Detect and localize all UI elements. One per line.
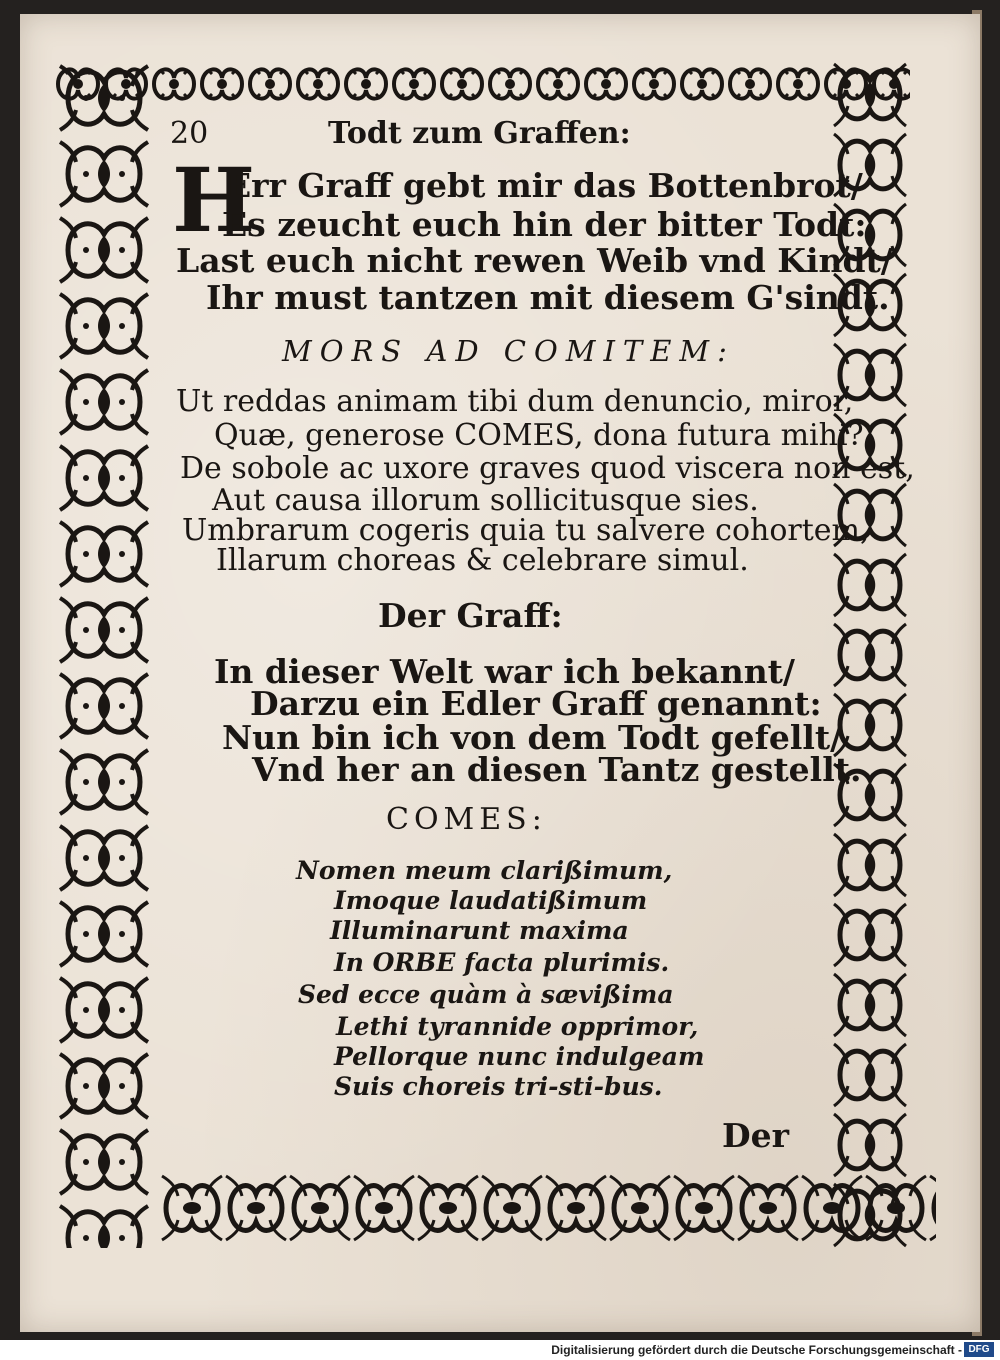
section-heading: MORS AD COMITEM: [282,334,735,368]
ornamental-border-top [54,60,910,108]
verse-line: Ihr must tantzen mit diesem G'sindt. [206,278,890,317]
section-heading: Der Graff: [378,596,563,635]
verse-line: In dieser Welt war ich bekannt/ [214,652,795,691]
verse-line: Quæ, generose COMES, dona futura mihi? [214,418,864,453]
digitization-credit: Digitalisierung gefördert durch die Deutsche Forschungsgemeinschaft - [551,1343,962,1357]
running-title: Todt zum Graffen: [328,116,631,151]
catchword: Der [722,1116,789,1155]
verse-line: Suis choreis tri-sti-bus. [334,1072,663,1101]
verse-line: In ORBE facta plurimis. [334,948,670,977]
verse-line: Lethi tyrannide opprimor, [336,1012,699,1041]
verse-line: Sed ecce quàm à sævißima [298,980,674,1009]
verse-line: Last euch nicht rewen Weib vnd Kindt/ [176,241,893,280]
verse-line: Aut causa illorum sollicitusque sies. [212,483,759,518]
ornamental-border-bottom [160,1168,936,1248]
verse-line: Vnd her an diesen Tantz gestellt. [252,750,862,789]
verse-line: Darzu ein Edler Graff genannt: [250,684,822,723]
verse-line: De sobole ac uxore graves quod viscera non est, [180,451,915,486]
verse-line: Illuminarunt maxima [330,916,629,945]
drop-cap: H [172,148,256,252]
verse-line: Imoque laudatißimum [334,886,648,915]
verse-line: Ut reddas animam tibi dum denuncio, miror, [176,384,854,419]
dfg-logo: DFG [964,1342,994,1357]
verse-line: Nomen meum clarißimum, [296,856,673,885]
verse-line: Illarum choreas & celebrare simul. [216,543,749,578]
page-number: 20 [170,116,209,151]
verse-line: Es zeucht euch hin der bitter Todt: [222,205,867,244]
verse-line: Pellorque nunc indulgeam [334,1042,705,1071]
verse-line: Err Graff gebt mir das Bottenbrot/ [226,166,863,205]
verse-line: Nun bin ich von dem Todt gefellt/ [222,718,843,757]
section-heading: COMES: [386,802,547,837]
ornamental-border-left [54,60,154,1248]
verse-line: Umbrarum cogeris quia tu salvere cohortem, [182,513,870,548]
